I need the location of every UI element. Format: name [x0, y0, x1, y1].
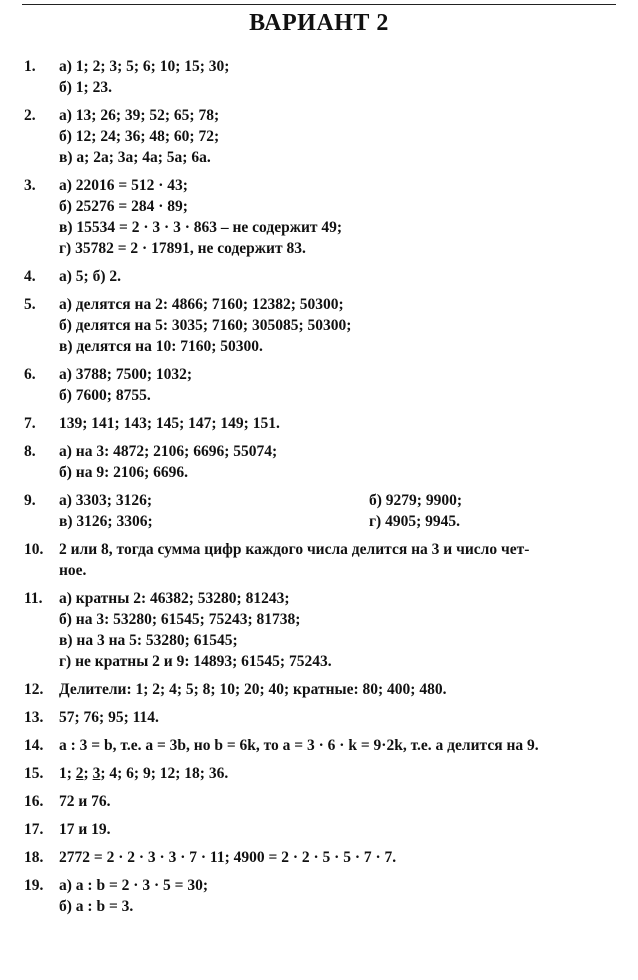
problem-13 — [24, 707, 620, 728]
answer-line: б) 7600; 8755. — [59, 387, 151, 404]
problem-8 — [24, 441, 620, 483]
problem-body — [59, 294, 620, 357]
problem-number: 10. — [24, 541, 44, 558]
answer-line: б) 9279; 9900; — [369, 492, 462, 509]
answer-line: а) кратны 2: 46382; 53280; 81243; — [59, 590, 290, 607]
problem-18 — [24, 847, 620, 868]
problem-number: 2. — [24, 107, 36, 124]
answer-line: Делители: 1; 2; 4; 5; 8; 10; 20; 40; кратные: 80; 400; 480. — [59, 681, 447, 698]
problem-body — [59, 490, 620, 532]
problem-16 — [24, 791, 620, 812]
problem-number: 5. — [24, 296, 36, 313]
problem-number: 15. — [24, 765, 44, 782]
answer-line: а) 13; 26; 39; 52; 65; 78; — [59, 107, 220, 124]
problem-number: 12. — [24, 681, 44, 698]
answer-line — [59, 763, 620, 784]
problem-number: 13. — [24, 709, 44, 726]
problem-body — [59, 791, 620, 812]
answer-line: б) 12; 24; 36; 48; 60; 72; — [59, 128, 220, 145]
problem-number: 11. — [24, 590, 43, 607]
answer-line: б) делятся на 5: 3035; 7160; 305085; 50300; — [59, 317, 352, 334]
answer-line: а) 3303; 3126; — [59, 492, 152, 509]
answer-line: а) делятся на 2: 4866; 7160; 12382; 50300; — [59, 296, 344, 313]
answer-line: 139; 141; 143; 145; 147; 149; 151. — [59, 415, 280, 432]
problem-17 — [24, 819, 620, 840]
problem-body — [59, 56, 620, 98]
problem-12 — [24, 679, 620, 700]
problem-number: 16. — [24, 793, 44, 810]
problem-body — [59, 364, 620, 406]
problem-number: 19. — [24, 877, 44, 894]
problem-14 — [24, 735, 620, 756]
problem-body — [59, 175, 620, 259]
problem-body — [59, 819, 620, 840]
problem-7 — [24, 413, 620, 434]
answer-line: б) a : b = 3. — [59, 898, 134, 915]
underlined-number: 3 — [92, 765, 101, 782]
page-title: ВАРИАНТ 2 — [249, 10, 389, 36]
problem-number: 1. — [24, 58, 36, 75]
problem-11 — [24, 588, 620, 672]
problem-body — [59, 875, 620, 917]
answer-text: ; — [83, 765, 93, 782]
answer-line: б) 1; 23. — [59, 79, 112, 96]
problem-body — [59, 763, 620, 784]
answer-line: 2 или 8, тогда сумма цифр каждого числа делится на 3 и число чет- — [59, 541, 530, 558]
answer-text: 1; — [59, 765, 76, 782]
answer-text: ; 4; 6; 9; 12; 18; 36. — [100, 765, 229, 782]
answer-line: г) 35782 = 2 · 17891, не содержит 83. — [59, 240, 306, 257]
problem-number: 7. — [24, 415, 36, 432]
answer-line: г) не кратны 2 и 9: 14893; 61545; 75243. — [59, 653, 332, 670]
problem-body — [59, 847, 620, 868]
top-rule — [22, 4, 616, 5]
problem-body — [59, 588, 620, 672]
problem-body — [59, 105, 620, 168]
answer-line: 72 и 76. — [59, 793, 111, 810]
answer-row — [59, 490, 620, 511]
problem-number: 9. — [24, 492, 36, 509]
problem-body — [59, 413, 620, 434]
problem-3 — [24, 175, 620, 259]
problem-10 — [24, 539, 620, 581]
problem-body — [59, 707, 620, 728]
problem-4 — [24, 266, 620, 287]
answer-row — [59, 511, 620, 532]
answer-line: в) a; 2a; 3a; 4a; 5a; 6a. — [59, 149, 211, 166]
answer-line: в) 15534 = 2 · 3 · 3 · 863 – не содержит 49; — [59, 219, 343, 236]
problem-number: 14. — [24, 737, 44, 754]
underlined-number: 2 — [75, 765, 84, 782]
problem-5 — [24, 294, 620, 357]
problem-15 — [24, 763, 620, 784]
problem-body — [59, 735, 620, 756]
problem-number: 17. — [24, 821, 44, 838]
answer-line: 17 и 19. — [59, 821, 111, 838]
answer-line: в) делятся на 10: 7160; 50300. — [59, 338, 263, 355]
problem-body — [59, 679, 620, 700]
answer-line: б) 25276 = 284 · 89; — [59, 198, 188, 215]
answer-line: а) 1; 2; 3; 5; 6; 10; 15; 30; — [59, 58, 230, 75]
problem-body — [59, 266, 620, 287]
answer-line: а) 5; б) 2. — [59, 268, 121, 285]
problem-1 — [24, 56, 620, 98]
problem-2 — [24, 105, 620, 168]
answer-line: в) 3126; 3306; — [59, 513, 153, 530]
answer-line: а) a : b = 2 · 3 · 5 = 30; — [59, 877, 208, 894]
problem-19 — [24, 875, 620, 917]
answers-list — [24, 56, 620, 924]
answer-line: в) на 3 на 5: 53280; 61545; — [59, 632, 238, 649]
answer-line: a : 3 = b, т.е. a = 3b, но b = 6k, то a = 3 · 6 · k = 9·2k, т.е. a делится на 9. — [59, 737, 539, 754]
problem-number: 8. — [24, 443, 36, 460]
problem-body — [59, 539, 620, 581]
problem-number: 6. — [24, 366, 36, 383]
answer-line: а) 3788; 7500; 1032; — [59, 366, 193, 383]
answer-line: г) 4905; 9945. — [369, 513, 460, 530]
answer-line: 2772 = 2 · 2 · 3 · 3 · 7 · 11; 4900 = 2 · 2 · 5 · 5 · 7 · 7. — [59, 849, 397, 866]
answer-line: б) на 3: 53280; 61545; 75243; 81738; — [59, 611, 301, 628]
answer-line: 57; 76; 95; 114. — [59, 709, 159, 726]
problem-number: 4. — [24, 268, 36, 285]
answer-line: а) на 3: 4872; 2106; 6696; 55074; — [59, 443, 278, 460]
problem-number: 18. — [24, 849, 44, 866]
answer-line: б) на 9: 2106; 6696. — [59, 464, 189, 481]
problem-number: 3. — [24, 177, 36, 194]
problem-body — [59, 441, 620, 483]
answer-line: а) 22016 = 512 · 43; — [59, 177, 188, 194]
problem-9 — [24, 490, 620, 532]
answer-line: ное. — [59, 562, 87, 579]
problem-6 — [24, 364, 620, 406]
